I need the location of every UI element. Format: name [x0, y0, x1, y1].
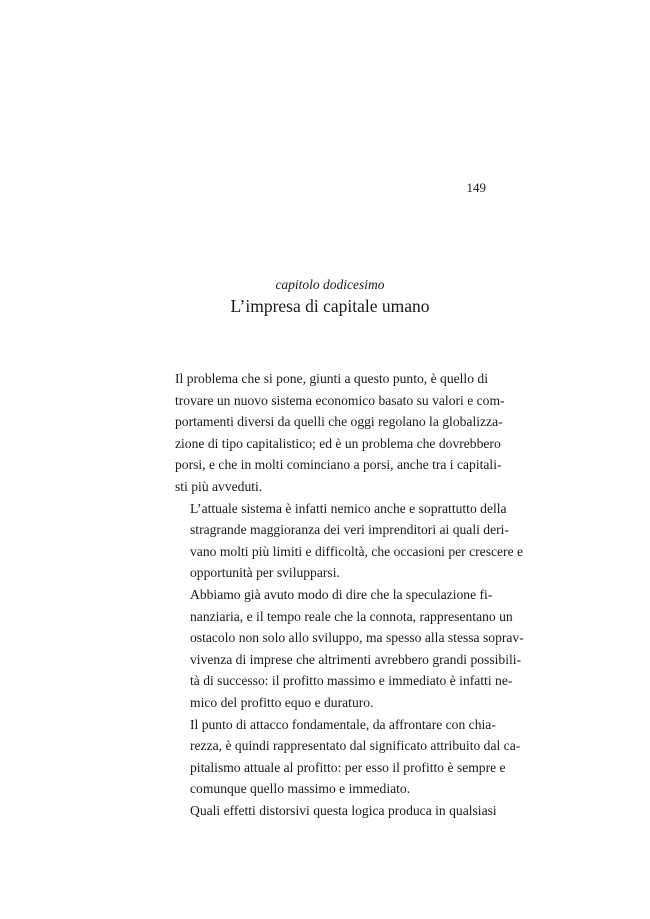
body-text — [175, 368, 524, 821]
paragraph-3 — [175, 584, 524, 714]
text-line: tà di successo: il profitto massimo e immediato è infatti ne- — [190, 673, 513, 689]
text-line: vivenza di imprese che altrimenti avrebbero grandi possibili- — [190, 651, 522, 667]
text-line: rezza, è quindi rappresentato dal significato attribuito dal ca- — [190, 738, 521, 754]
text-line: pitalismo attuale al profitto: per esso il profitto è sempre e — [190, 759, 506, 775]
text-line: Abbiamo già avuto modo di dire che la speculazione fi- — [190, 586, 493, 602]
text-line: ostacolo non solo allo sviluppo, ma spesso alla stessa soprav- — [190, 630, 524, 646]
text-line: porsi, e che in molti cominciano a porsi, anche tra i capitali- — [175, 457, 502, 473]
text-line: Il problema che si pone, giunti a questo punto, è quello di — [175, 371, 488, 386]
text-line: stragrande maggioranza dei veri imprenditori ai quali deri- — [190, 522, 509, 538]
paragraph-5 — [175, 800, 497, 822]
text-line: zione di tipo capitalistico; ed è un problema che dovrebbero — [175, 435, 501, 451]
text-line: L’attuale sistema è infatti nemico anche e soprattutto della — [190, 500, 507, 516]
text-line: mico del profitto equo e duraturo. — [190, 694, 374, 710]
text-line: vano molti più limiti e difficoltà, che occasioni per crescere e — [190, 543, 524, 559]
page-number: 149 — [466, 180, 486, 195]
paragraph-1 — [175, 368, 505, 498]
text-line: portamenti diversi da quelli che oggi regolano la globalizza- — [175, 414, 503, 430]
paragraph-2 — [175, 498, 524, 584]
chapter-label: capitolo dodicesimo — [275, 277, 385, 292]
text-line: comunque quello massimo e immediato. — [190, 781, 411, 797]
text-line: trovare un nuovo sistema economico basato su valori e com- — [175, 392, 505, 408]
paragraph-4 — [175, 714, 521, 800]
text-line: nanziaria, e il tempo reale che la connota, rappresentano un — [190, 608, 513, 624]
text-line: Quali effetti distorsivi questa logica produca in qualsiasi — [190, 802, 497, 818]
chapter-header — [175, 276, 485, 317]
chapter-title: L’impresa di capitale umano — [230, 296, 430, 316]
text-line: opportunità per svilupparsi. — [190, 565, 340, 581]
text-line: sti più avveduti. — [175, 478, 263, 494]
text-line: Il punto di attacco fondamentale, da affrontare con chia- — [190, 716, 496, 732]
